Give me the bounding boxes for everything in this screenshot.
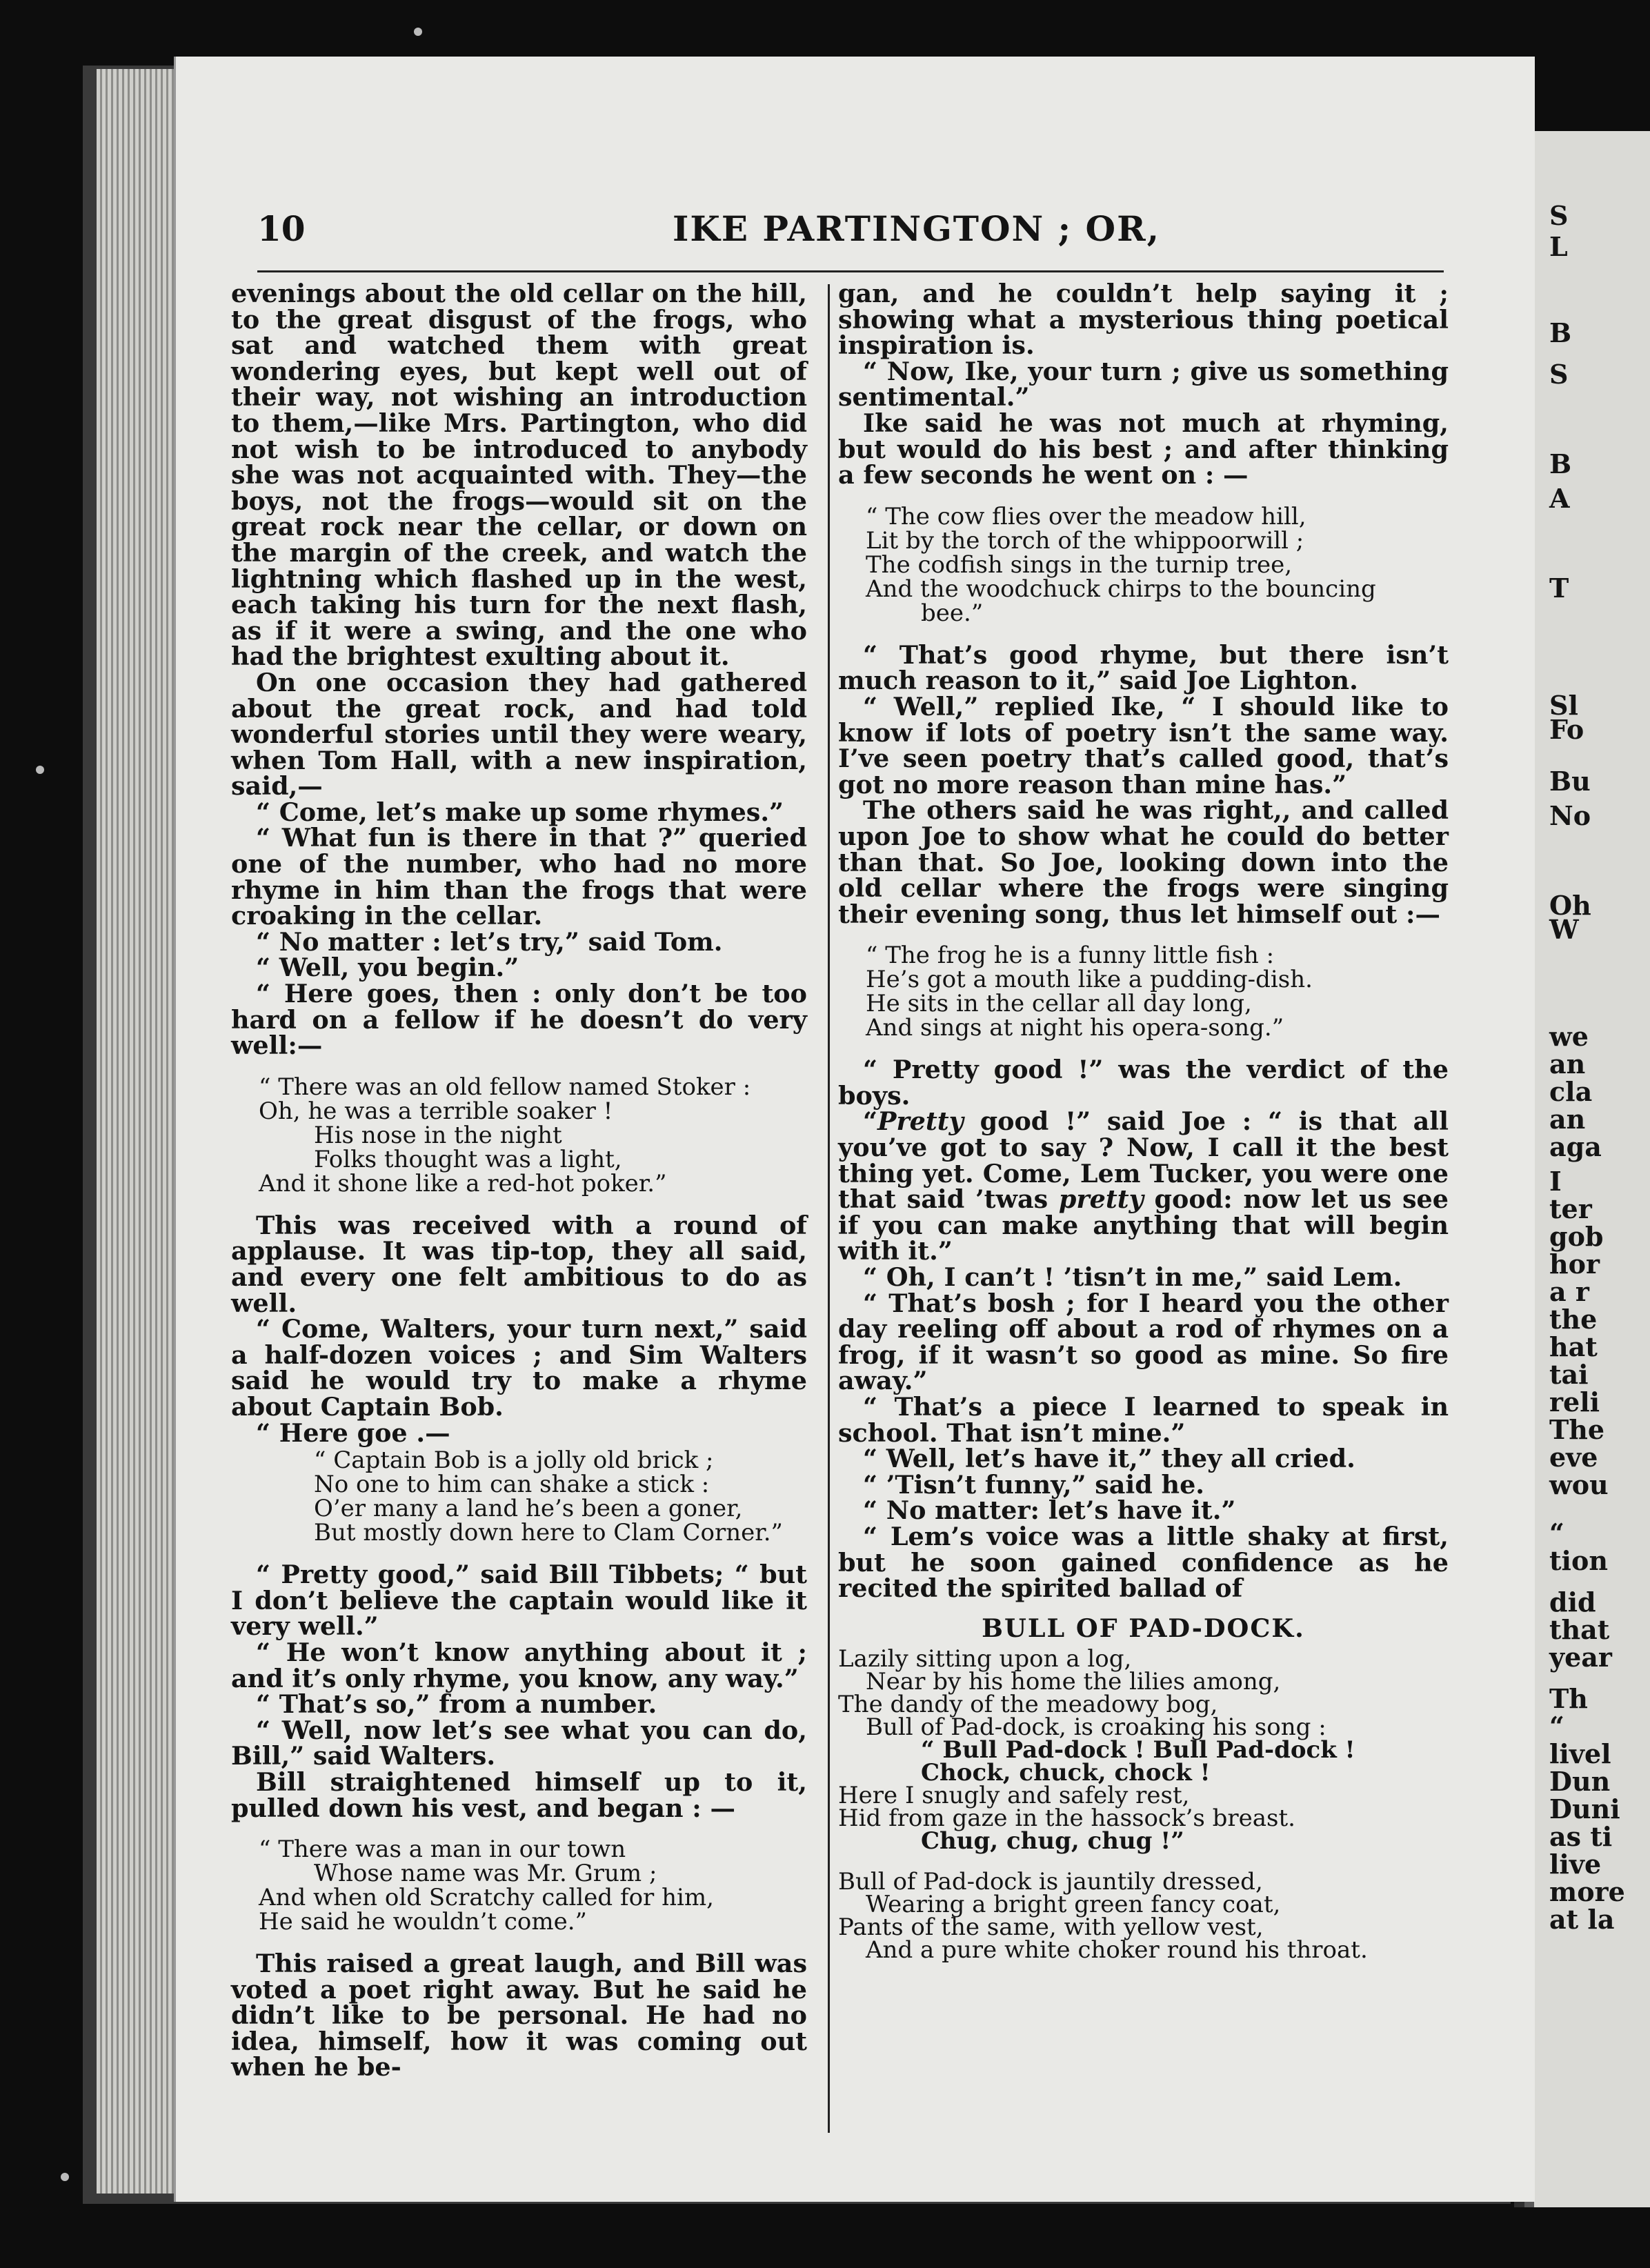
column-rule [828, 284, 830, 2133]
paragraph: “ That’s bosh ; for I heard you the other day reeling off about a rod of rhymes on a frog, if it wasn’t so good as mine. So fire away.” [838, 1288, 1449, 1396]
paragraph: “ Here goe .— [256, 1418, 450, 1448]
text-run: good: now let us see if you can make anything that will begin with it.” [838, 1184, 1449, 1266]
paragraph: “ That’s a piece I learned to speak in school. That isn’t mine.” [838, 1392, 1449, 1448]
paragraph: “ Well, let’s have it,” they all cried. [863, 1444, 1355, 1474]
dust-speck [36, 766, 44, 774]
facing-page-text-fragment: Oh [1549, 890, 1591, 921]
verse-line: But mostly down here to Clam Corner.” [314, 1519, 783, 1547]
facing-page-text-fragment: Sl [1549, 690, 1578, 721]
poem-line: Bull of Pad-dock, is croaking his song : [866, 1713, 1326, 1742]
facing-page-text-fragment: Bu [1549, 766, 1591, 797]
header-rule [257, 270, 1444, 272]
facing-page-text-fragment: at la [1549, 1904, 1615, 1935]
facing-page-text-fragment: Duni [1549, 1793, 1620, 1824]
facing-page-text-fragment: L [1549, 231, 1568, 262]
poem-line: Bull of Pad-dock is jauntily dressed, [838, 1868, 1263, 1896]
facing-page-text-fragment: B [1549, 317, 1572, 348]
verse-line: Folks thought was a light, [314, 1145, 622, 1173]
dust-speck [414, 28, 422, 36]
facing-page-text-fragment: that [1549, 1614, 1610, 1645]
verse-line: No one to him can shake a stick : [314, 1471, 710, 1499]
poem-line: Wearing a bright green fancy coat, [866, 1891, 1281, 1919]
verse-line: He’s got a mouth like a pudding-dish. [866, 966, 1313, 994]
poem-line: The dandy of the meadowy bog, [838, 1691, 1218, 1719]
facing-page-text-fragment: we [1549, 1021, 1589, 1052]
paragraph: The others said he was right,, and called upon Joe to show what he could do better than that. So Joe, looking down into the old cellar where the frogs were singing their evening song, thus let himself out :— [838, 795, 1449, 929]
facing-page-text-fragment: hat [1549, 1331, 1598, 1362]
poem-line: Here I snugly and safely rest, [838, 1782, 1190, 1810]
facing-page-text-fragment: livel [1549, 1738, 1611, 1769]
facing-page-text-fragment: cla [1549, 1076, 1593, 1107]
verse-line: Lit by the torch of the whippoorwill ; [866, 526, 1304, 555]
paragraph: On one occasion they had gathered about the great rock, and had told wonderful stories until they were weary, when Tom Hall, with a new inspiration, said,— [231, 667, 807, 802]
poem-line: Pants of the same, with yellow vest, [838, 1913, 1264, 1942]
facing-page-text-fragment: a r [1549, 1276, 1589, 1307]
poem-line: Hid from gaze in the hassock’s breast. [838, 1804, 1295, 1833]
page-number: 10 [257, 208, 306, 249]
verse-line: And the woodchuck chirps to the bouncing [866, 575, 1376, 603]
paragraph: “ He won’t know anything about it ; and it’s only rhyme, you know, any way.” [231, 1637, 807, 1693]
page-edges [97, 69, 174, 2194]
facing-page-text-fragment: “ [1549, 1711, 1564, 1742]
facing-page-fragment [1524, 131, 1650, 2207]
paragraph: “ Well, now let’s see what you can do, Bill,” said Walters. [231, 1715, 807, 1771]
facing-page-text-fragment: eve [1549, 1442, 1598, 1473]
facing-page-text-fragment: reli [1549, 1386, 1600, 1418]
verse-captain-bob [231, 1446, 807, 1547]
paragraph: evenings about the old cellar on the hill, to the great disgust of the frogs, who sat and watched them with great wondering eyes, but kept well out of their way, not wishing an introduction to them,—like Mrs. Partington, who did not wish to be introduced to anybody she was not acquainted with. They—the boys, not the frogs—would sit on the great rock near the cellar, or down on the margin of the creek, and watch the lightning which flashed up in the west, each taking his turn for the next flash, as if it were a swing, and the one who had the brightest exulting about it. [231, 279, 807, 672]
paragraph: This raised a great laugh, and Bill was voted a poet right away. But he said he didn’t like to be personal. He had no idea, himself, how it was coming out when he be- [231, 1949, 807, 2082]
verse-line: His nose in the night [314, 1121, 562, 1149]
facing-page-text-fragment: S [1549, 359, 1569, 390]
paragraph: “ Come, let’s make up some rhymes.” [256, 797, 784, 827]
paragraph: “ Here goes, then : only don’t be too hard on a fellow if he doesn’t do very well:— [231, 979, 807, 1061]
facing-page-text-fragment: did [1549, 1586, 1596, 1618]
poem-line: Lazily sitting upon a log, [838, 1645, 1132, 1673]
verse-mr-grum [231, 1838, 807, 1934]
paragraph: Bill straightened himself up to it, pulled down his vest, and began : — [231, 1767, 807, 1823]
facing-page-text-fragment: year [1549, 1642, 1612, 1673]
paragraph: gan, and he couldn’t help saying it ; showing what a mysterious thing poetical inspiration is. [838, 279, 1449, 361]
facing-page-text-fragment: The [1549, 1414, 1605, 1445]
paragraph: “ Oh, I can’t ! ’tisn’t in me,” said Lem. [863, 1262, 1402, 1293]
facing-page-text-fragment: an [1549, 1048, 1586, 1080]
paragraph [838, 1108, 1449, 1264]
facing-page-text-fragment: the [1549, 1304, 1598, 1335]
paragraph: “ Well,” replied Ike, “ I should like to know if lots of poetry isn’t the same way. I’ve seen poetry that’s called good, that’s got no more reason than mine has.” [838, 691, 1449, 799]
dust-speck [61, 2173, 69, 2181]
verse-line: “ There was an old fellow named Stoker : [259, 1073, 751, 1101]
facing-page-text-fragment: wou [1549, 1469, 1609, 1500]
facing-page-text-fragment: Dun [1549, 1766, 1611, 1797]
facing-page-text-fragment: Th [1549, 1683, 1588, 1714]
verse-line: The codfish sings in the turnip tree, [866, 550, 1293, 579]
facing-page-text-fragment: tion [1549, 1545, 1608, 1576]
facing-page-text-fragment: gob [1549, 1221, 1604, 1252]
verse-line: And sings at night his opera-song.” [866, 1014, 1284, 1042]
paragraph: “ Now, Ike, your turn ; give us something sentimental.” [838, 356, 1449, 412]
facing-page-text-fragment: an [1549, 1104, 1586, 1135]
paragraph: “ Pretty good !” was the verdict of the boys. [838, 1055, 1449, 1111]
verse-line: And when old Scratchy called for him, [259, 1884, 714, 1912]
paragraph: Ike said he was not much at rhyming, but would do his best ; and after thinking a few seconds he went on : — [838, 408, 1449, 490]
facing-page-text-fragment: B [1549, 448, 1572, 479]
book-page [174, 57, 1535, 2202]
poem-title: BULL OF PAD-DOCK. [982, 1613, 1305, 1643]
facing-page-text-fragment: live [1549, 1849, 1602, 1880]
facing-page-text-fragment: S [1549, 200, 1569, 231]
facing-page-text-fragment: more [1549, 1876, 1625, 1907]
right-column [838, 281, 1449, 1962]
facing-page-text-fragment: T [1549, 573, 1569, 604]
facing-page-text-fragment: W [1549, 914, 1579, 945]
emphasis: pretty [1058, 1184, 1144, 1215]
verse-line: O’er many a land he’s been a goner, [314, 1495, 743, 1523]
verse-cow [838, 502, 1449, 627]
verse-line: “ The frog he is a funny little fish : [866, 942, 1275, 970]
poem-line: “ Bull Pad-dock ! Bull Pad-dock ! [921, 1736, 1355, 1764]
verse-line: Oh, he was a terrible soaker ! [259, 1097, 613, 1125]
paragraph: “ No matter: let’s have it.” [863, 1495, 1236, 1526]
paragraph: “ ’Tisn’t funny,” said he. [863, 1469, 1204, 1500]
paragraph: “ That’s good rhyme, but there isn’t much reason to it,” said Joe Lighton. [838, 639, 1449, 696]
paragraph: “ Come, Walters, your turn next,” said a half-dozen voices ; and Sim Walters said he would try to make a rhyme about Captain Bob. [231, 1314, 807, 1422]
facing-page-text-fragment: A [1549, 483, 1570, 514]
verse-frog [838, 944, 1449, 1040]
paragraph: “ Well, you begin.” [256, 953, 519, 983]
facing-page-text-fragment: Fo [1549, 714, 1584, 745]
verse-line: “ The cow flies over the meadow hill, [866, 502, 1306, 530]
running-head: IKE PARTINGTON ; OR, [673, 208, 1161, 249]
left-column [231, 281, 807, 2080]
facing-page-text-fragment: as ti [1549, 1821, 1613, 1852]
verse-line: He sits in the cellar all day long, [866, 990, 1252, 1018]
poem-line: Chock, chuck, chock ! [921, 1759, 1211, 1787]
facing-page-text-fragment: I [1549, 1166, 1562, 1197]
poem-line: And a pure white choker round his throat. [866, 1936, 1368, 1964]
paragraph: “ What fun is there in that ?” queried one of the number, who had no more rhyme in him than the frogs that were croaking in the cellar. [231, 823, 807, 931]
facing-page-text-fragment: “ [1549, 1518, 1564, 1549]
facing-page-text-fragment: aga [1549, 1131, 1602, 1162]
facing-page-text-fragment: ter [1549, 1193, 1592, 1224]
paragraph: “ Pretty good,” said Bill Tibbets; “ but I don’t believe the captain would like it very well.” [231, 1560, 807, 1642]
verse-line: He said he wouldn’t come.” [259, 1908, 587, 1936]
verse-line: “ There was a man in our town [259, 1836, 626, 1864]
facing-page-text-fragment: hor [1549, 1249, 1600, 1280]
paragraph: This was received with a round of applause. It was tip-top, they all said, and every one felt ambitious to do as well. [231, 1210, 807, 1318]
poem-line: Near by his home the lilies among, [866, 1668, 1281, 1696]
verse-line: bee.” [921, 599, 984, 627]
facing-page-text-fragment: No [1549, 800, 1591, 831]
facing-page-text-fragment: tai [1549, 1359, 1589, 1390]
verse-line: And it shone like a red-hot poker.” [259, 1169, 667, 1197]
text-run: good !” said Joe : “ is that all you’ve got to say ? Now, I call it the best thing yet. Come, Lem Tucker, you were one that said ’twas [838, 1106, 1449, 1215]
verse-line: Whose name was Mr. Grum ; [314, 1860, 657, 1888]
verse-line: “ Captain Bob is a jolly old brick ; [314, 1446, 714, 1475]
paragraph: “ That’s so,” from a number. [256, 1689, 657, 1720]
poem-bull-of-pad-dock [838, 1645, 1449, 1964]
paragraph: “ No matter : let’s try,” said Tom. [256, 926, 723, 957]
verse-stoker [231, 1075, 807, 1196]
quote-mark: “ [863, 1106, 877, 1137]
emphasis: Pretty [877, 1106, 964, 1137]
poem-line: Chug, chug, chug !” [921, 1827, 1184, 1856]
paragraph: “ Lem’s voice was a little shaky at first, but he soon gained confidence as he recited the spirited ballad of [838, 1521, 1449, 1604]
